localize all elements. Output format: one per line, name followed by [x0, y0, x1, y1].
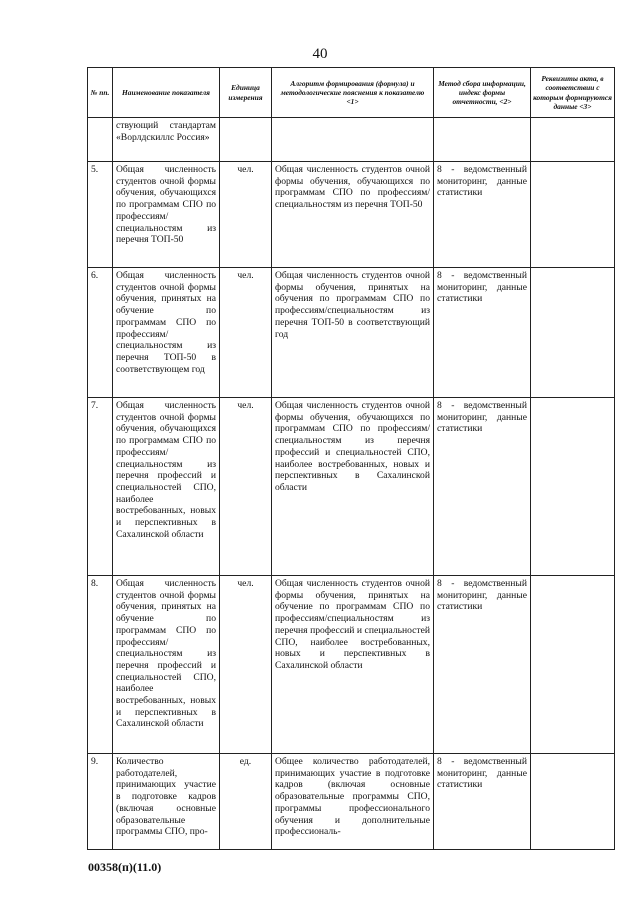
row-requisites — [531, 576, 615, 754]
header-method: Метод сбора информации, индекс формы отчетности, <2> — [434, 68, 531, 118]
row-method — [434, 118, 531, 162]
row-algorithm: Общая численность студентов очной формы обучения, обучающихся по программам СПО по профессиям/специальностям из перечня ТОП-50 — [272, 162, 434, 268]
row-requisites — [531, 398, 615, 576]
row-algorithm: Общая численность студентов очной формы обучения, обучающихся по программам СПО по профессиям/специальностям из перечня профессий и специальностей СПО, наиболее востребованных, новых и перспективных в Сахалинской области — [272, 398, 434, 576]
document-code: 00358(п)(11.0) — [88, 860, 162, 874]
row-unit: чел. — [220, 268, 272, 398]
row-algorithm: Общая численность студентов очной формы обучения, принятых на обучение по программам СПО по профессиям/специальностям из перечня профессий и специальностей СПО, наиболее востребованных, новых и перспективных в Сахалинской области — [272, 576, 434, 754]
table-row — [88, 162, 615, 268]
row-name: ствующий стандартам «Ворлдскиллс Россия» — [113, 118, 220, 162]
header-algorithm: Алгоритм формирования (формула) и методологические пояснения к показателю <1> — [272, 68, 434, 118]
header-num: № пп. — [88, 68, 113, 118]
row-requisites — [531, 162, 615, 268]
row-unit: чел. — [220, 576, 272, 754]
row-name: Общая численность студентов очной формы обучения, принятых на обучение по программам СПО по профессиям/специальностям из перечня ТОП-50 в соответствующем год — [113, 268, 220, 398]
table-row — [88, 398, 615, 576]
row-name: Общая численность студентов очной формы обучения, принятых на обучение по программам СПО по профессиям/специальностям из перечня профессий и специальностей СПО, наиболее востребованных, новых и перспективных в Сахалинской области — [113, 576, 220, 754]
page-number: 40 — [312, 46, 328, 62]
row-num: 7. — [88, 398, 113, 576]
row-requisites — [531, 268, 615, 398]
row-num: 6. — [88, 268, 113, 398]
row-unit: чел. — [220, 162, 272, 268]
header-unit: Единица измерения — [220, 68, 272, 118]
row-num: 9. — [88, 754, 113, 850]
row-method: 8 - ведомственный мониторинг, данные статистики — [434, 162, 531, 268]
row-requisites — [531, 118, 615, 162]
row-unit: чел. — [220, 398, 272, 576]
row-num: 8. — [88, 576, 113, 754]
header-requisites: Реквизиты акта, в соответствии с которым формируются данные <3> — [531, 68, 615, 118]
row-algorithm — [272, 118, 434, 162]
row-method: 8 - ведомственный мониторинг, данные статистики — [434, 268, 531, 398]
header-name: Наименование показателя — [113, 68, 220, 118]
row-num — [88, 118, 113, 162]
table-row — [88, 754, 615, 850]
row-algorithm: Общее количество работодателей, принимающих участие в подготовке кадров (включая основные образовательные программы СПО, программы профессионального обучения и дополнительные профессиональ- — [272, 754, 434, 850]
row-method: 8 - ведомственный мониторинг, данные статистики — [434, 576, 531, 754]
row-unit — [220, 118, 272, 162]
row-name: Общая численность студентов очной формы обучения, обучающихся по программам СПО по профессиям/специальностям из перечня профессий и специальностей СПО, наиболее востребованных, новых и перспективных в Сахалинской области — [113, 398, 220, 576]
row-unit: ед. — [220, 754, 272, 850]
row-num: 5. — [88, 162, 113, 268]
row-requisites — [531, 754, 615, 850]
row-method: 8 - ведомственный мониторинг, данные статистики — [434, 754, 531, 850]
table-row — [88, 576, 615, 754]
row-name: Общая численность студентов очной формы обучения, обучающихся по программам СПО по профессиям/специальностям из перечня ТОП-50 — [113, 162, 220, 268]
table-row — [88, 118, 615, 162]
row-method: 8 - ведомственный мониторинг, данные статистики — [434, 398, 531, 576]
row-name: Количество работодателей, принимающих участие в подготовке кадров (включая основные образовательные программы СПО, про- — [113, 754, 220, 850]
indicators-table — [87, 67, 615, 850]
table-row — [88, 268, 615, 398]
row-algorithm: Общая численность студентов очной формы обучения, принятых на обучения по программам СПО по профессиям/специальностям из перечня ТОП-50 в соответствующий год — [272, 268, 434, 398]
table-header-row — [88, 68, 615, 118]
